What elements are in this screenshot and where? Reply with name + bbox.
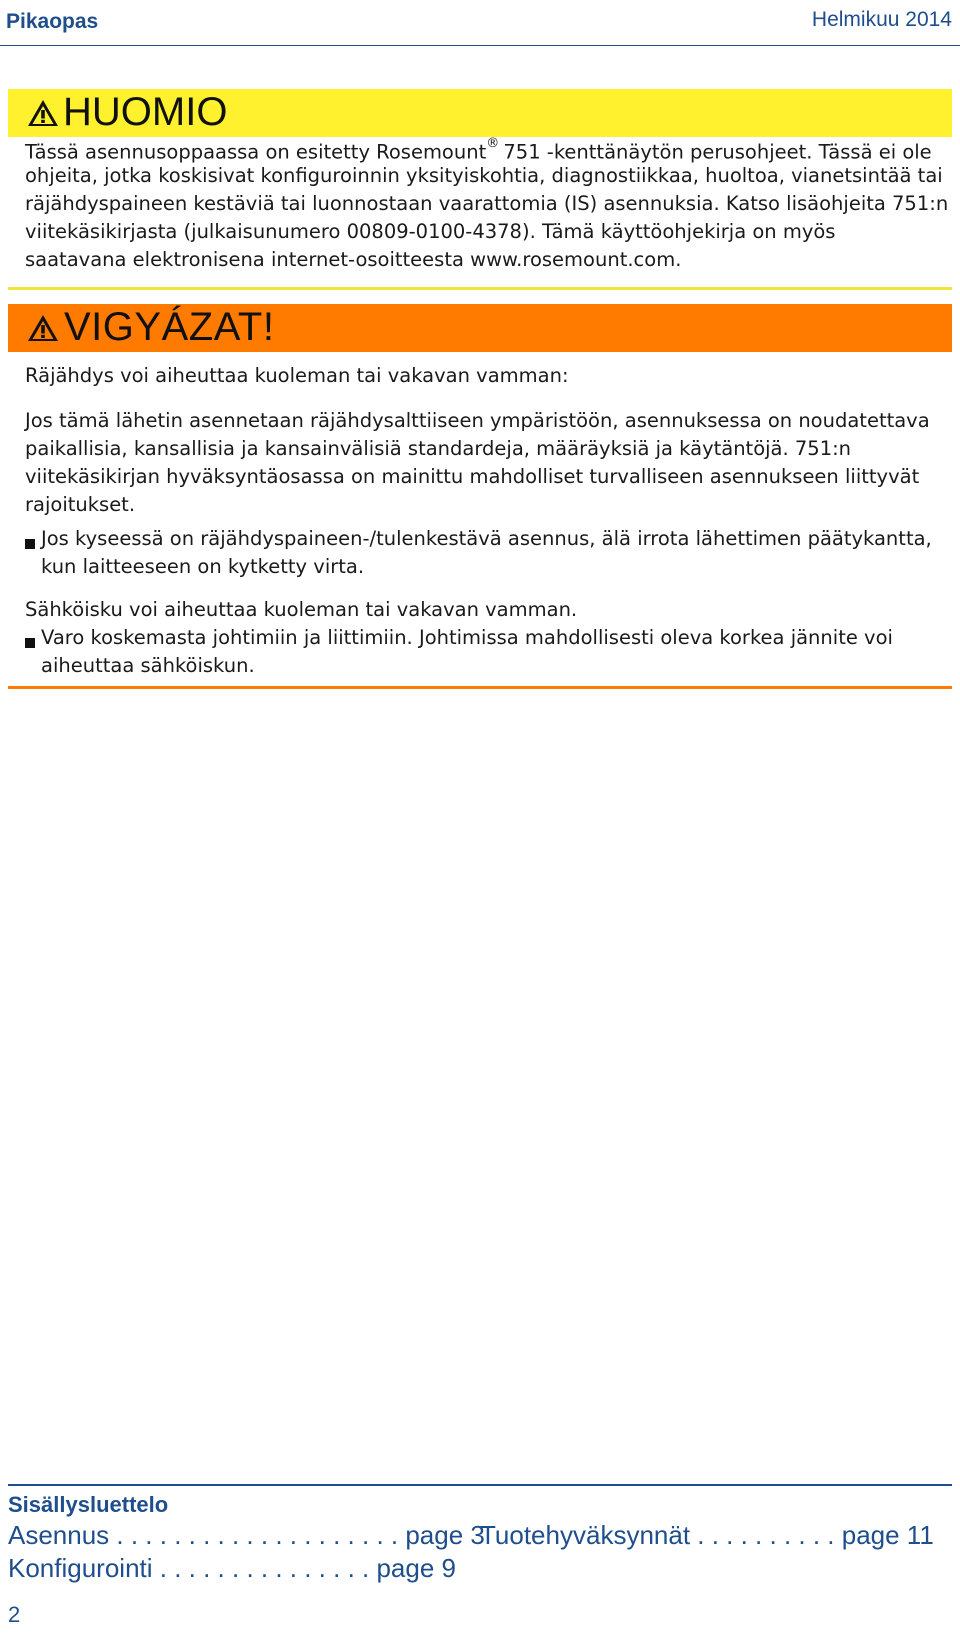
warning-intro: Räjähdys voi aiheuttaa kuoleman tai vakavan vamman: (25, 364, 569, 387)
caution-notice (8, 89, 952, 137)
warning-notice (8, 304, 952, 352)
warning-para-line-1: Jos tämä lähetin asennetaan räjähdysalttiiseen ympäristöön, asennuksessa on noudatettava (25, 409, 930, 432)
toc-divider (8, 1484, 952, 1486)
warning-bullet-2-line-1: Varo koskemasta johtimiin ja liittimiin. Johtimissa mahdollisesti oleva korkea jännite voi (41, 626, 893, 649)
bullet-square-icon (25, 539, 35, 549)
warning-para-line-3: viitekäsikirjan hyväksyntäosassa on mainittu mahdolliset turvalliseen asennukseen liittyvät (25, 465, 920, 488)
caution-bar (8, 89, 952, 137)
warning-shock-text: Sähköisku voi aiheuttaa kuoleman tai vakavan vamman. (25, 598, 578, 621)
toc-entry-konfigurointi[interactable]: Konfigurointi . . . . . . . . . . . . . . . page 9 (8, 1553, 456, 1583)
toc-heading: Sisällysluettelo (8, 1492, 169, 1517)
caution-line-4: viitekäsikirjasta (julkaisunumero 00809-0100-4378). Tämä käyttöohjekirja on myös (25, 220, 836, 243)
toc-entry-asennus[interactable]: Asennus . . . . . . . . . . . . . . . . . . . . page 3 (8, 1520, 485, 1550)
warning-para-line-2: paikallisia, kansallisia ja kansainvälisiä standardeja, määräyksiä ja käytäntöjä. 751:n (25, 437, 852, 460)
warning-bullet-1-line-2: kun laitteeseen on kytketty virta. (41, 555, 365, 578)
warning-para-line-4: rajoitukset. (25, 493, 136, 516)
warning-title: VIGYÁZAT! (64, 305, 275, 349)
caution-line-1: Tässä asennusoppaassa on esitetty Rosemount® 751 -kenttänäytön perusohjeet. Tässä ei ole (25, 136, 932, 164)
caution-divider (8, 287, 952, 290)
warning-triangle-icon (26, 98, 60, 128)
caution-title: HUOMIO (63, 90, 228, 134)
bullet-square-icon (25, 638, 35, 648)
warning-bullet-2-line-2: aiheuttaa sähköiskun. (41, 654, 255, 677)
warning-bullet-1-line-1: Jos kyseessä on räjähdyspaineen-/tulenkestävä asennus, älä irrota lähettimen päätykantta, (41, 527, 932, 550)
page-header (0, 0, 960, 46)
caution-line-2: ohjeita, jotka koskisivat konfiguroinnin yksityiskohtia, diagnostiikkaa, huoltoa, vianetsintää tai (25, 164, 943, 187)
warning-bar (8, 304, 952, 352)
page-number: 2 (8, 1602, 21, 1627)
header-title: Pikaopas (6, 10, 99, 33)
warning-triangle-icon (26, 313, 60, 343)
caution-line-3: räjähdyspaineen kestäviä tai luonnostaan vaarattomia (IS) asennuksia. Katso lisäohjeita 751:n (25, 192, 949, 215)
header-date: Helmikuu 2014 (811, 8, 952, 31)
warning-divider (8, 686, 952, 689)
toc-entry-tuotehyvaksynnat[interactable]: Tuotehyväksynnät . . . . . . . . . . page 11 (480, 1520, 934, 1550)
caution-line-5: saatavana elektronisena internet-osoitteesta www.rosemount.com. (25, 248, 682, 271)
